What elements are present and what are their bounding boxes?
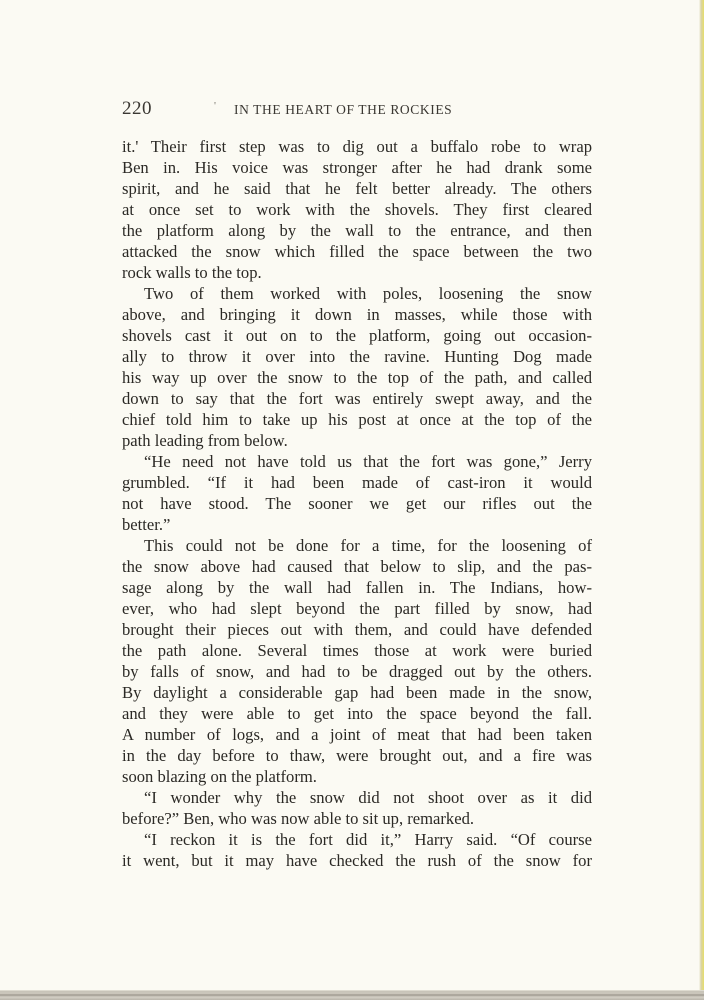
text-line: Ben in. His voice was stronger after he had drank some (122, 158, 592, 177)
text-line: it.' Their first step was to dig out a buffalo robe to wrap (122, 137, 592, 156)
text-line: soon blazing on the platform. (122, 767, 317, 786)
text-line: before?” Ben, who was now able to sit up, remarked. (122, 809, 475, 828)
text-line: “I reckon it is the fort did it,” Harry said. “Of course (144, 830, 592, 849)
text-line: rock walls to the top. (122, 263, 262, 282)
text-line: By daylight a considerable gap had been made in the snow, (122, 683, 592, 702)
text-line: A number of logs, and a joint of meat that had been taken (122, 725, 592, 744)
text-line: This could not be done for a time, for the loosening of (144, 536, 592, 555)
text-line: Two of them worked with poles, loosening the snow (144, 284, 592, 303)
text-line: his way up over the snow to the top of the path, and called (122, 368, 592, 387)
text-line: above, and bringing it down in masses, while those with (122, 305, 592, 324)
text-line: grumbled. “If it had been made of cast-iron it would (122, 473, 592, 492)
text-line: at once set to work with the shovels. They first cleared (122, 200, 592, 219)
text-line: in the day before to thaw, were brought out, and a fire was (122, 746, 592, 765)
text-line: down to say that the fort was entirely swept away, and the (122, 389, 592, 408)
text-line: ever, who had slept beyond the part filled by snow, had (122, 599, 592, 618)
text-line: “I wonder why the snow did not shoot over as it did (144, 788, 592, 807)
text-line: chief told him to take up his post at once at the top of the (122, 410, 592, 429)
text-line: sage along by the wall had fallen in. The Indians, how- (122, 578, 592, 597)
text-line: the platform along by the wall to the entrance, and then (122, 221, 592, 240)
page-edge (699, 0, 704, 1000)
text-line: the path alone. Several times those at work were buried (122, 641, 592, 660)
text-line: path leading from below. (122, 431, 288, 450)
text-line: it went, but it may have checked the rush of the snow for (122, 851, 592, 870)
scan-bottom-edge (0, 990, 704, 1000)
text-line: attacked the snow which filled the space between the two (122, 242, 592, 261)
text-line: brought their pieces out with them, and could have defended (122, 620, 592, 639)
text-line: the snow above had caused that below to slip, and the pas- (122, 557, 592, 576)
print-speck: ' (214, 100, 216, 112)
text-line: shovels cast it out on to the platform, going out occasion- (122, 326, 592, 345)
text-line: not have stood. The sooner we get our rifles out the (122, 494, 592, 513)
running-head-title: IN THE HEART OF THE ROCKIES (234, 102, 453, 117)
text-line: ally to throw it over into the ravine. Hunting Dog made (122, 347, 592, 366)
text-line: better.” (122, 515, 171, 534)
page-number: 220 (122, 98, 152, 119)
text-line: spirit, and he said that he felt better already. The others (122, 179, 592, 198)
body-text (122, 136, 592, 871)
text-line: “He need not have told us that the fort was gone,” Jerry (144, 452, 592, 471)
text-line: by falls of snow, and had to be dragged out by the others. (122, 662, 592, 681)
text-line: and they were able to get into the space beyond the fall. (122, 704, 592, 723)
running-header (122, 98, 592, 124)
